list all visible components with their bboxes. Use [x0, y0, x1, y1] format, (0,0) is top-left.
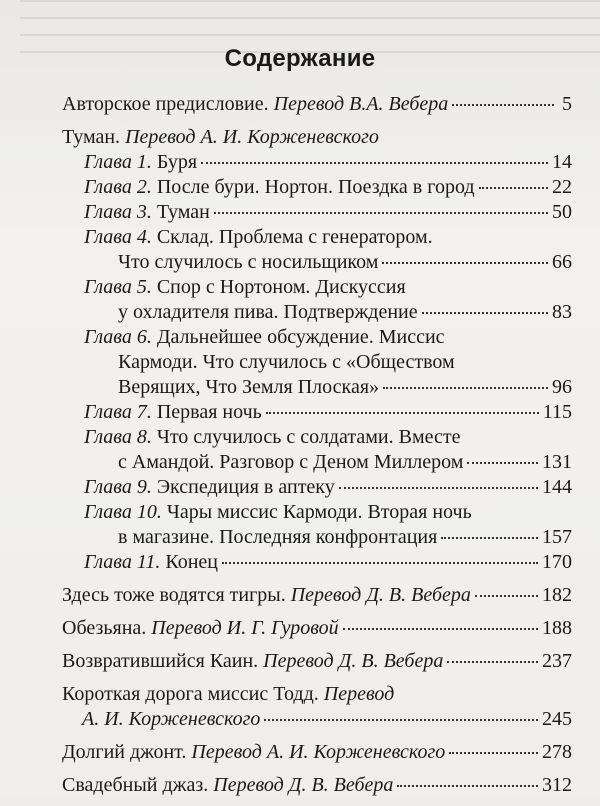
page-title: Содержание: [224, 45, 376, 72]
chapter-title: Верящих, Что Земля Плоская»: [118, 376, 380, 398]
entry-title: Короткая дорога миссис Тодд.: [62, 683, 319, 705]
toc-chapter-2[interactable]: [62, 175, 572, 200]
chapter-title: Что случилось с солдатами. Вместе: [156, 426, 461, 448]
chapter-title: Дальнейшее обсуждение. Миссис: [156, 326, 445, 348]
page-number: 96: [552, 376, 572, 398]
leader-dots: [467, 461, 538, 464]
chapter-label: Глава 3.: [84, 201, 152, 223]
toc-entry-joint[interactable]: [62, 740, 572, 765]
page-number: 278: [542, 741, 572, 763]
chapter-title: Туман: [156, 201, 210, 223]
page-number: 131: [542, 451, 572, 473]
toc-entry-todd[interactable]: [62, 682, 572, 732]
chapter-label: Глава 1.: [84, 151, 152, 173]
chapter-label: Глава 11.: [84, 551, 161, 573]
table-of-contents: [62, 92, 572, 806]
leader-dots: [222, 561, 538, 564]
toc-chapter-9[interactable]: [62, 475, 572, 500]
entry-title: Свадебный джаз.: [62, 774, 209, 796]
page-number: 66: [552, 251, 572, 273]
chapter-label: Глава 7.: [84, 401, 152, 423]
entry-title: Возвратившийся Каин.: [62, 650, 259, 672]
entry-translator: Перевод А. И. Корженевского: [125, 126, 379, 148]
entry-translator-cont: А. И. Корженевского: [82, 708, 261, 730]
page-number: 50: [552, 201, 572, 223]
leader-dots: [383, 386, 548, 389]
page-number: 237: [542, 650, 572, 672]
toc-chapter-4[interactable]: [62, 225, 572, 275]
chapter-list: [62, 150, 572, 575]
toc-chapter-10[interactable]: [62, 500, 572, 550]
chapter-title: Спор с Нортоном. Дискуссия: [156, 276, 406, 298]
page-number: 245: [542, 708, 572, 730]
chapter-title: Буря: [156, 151, 198, 173]
chapter-title: Что случилось с носильщиком: [118, 251, 379, 273]
leader-dots: [447, 660, 538, 663]
chapter-title: Первая ночь: [156, 401, 262, 423]
page-number: 5: [562, 93, 572, 115]
toc-chapter-1[interactable]: [62, 150, 572, 175]
leader-dots: [343, 627, 538, 630]
toc-entry-fog: [62, 125, 572, 575]
toc-chapter-6[interactable]: [62, 325, 572, 400]
chapter-title: в магазине. Последняя конфронтация: [118, 526, 438, 548]
entry-title: Долгий джонт.: [62, 741, 187, 763]
page-number: 22: [552, 176, 572, 198]
chapter-label: Глава 9.: [84, 476, 152, 498]
chapter-label: Глава 8.: [84, 426, 152, 448]
page-number: 115: [542, 401, 572, 423]
toc-entry-jazz[interactable]: [62, 773, 572, 798]
chapter-title: Чары миссис Кармоди. Вторая ночь: [166, 501, 472, 523]
leader-dots: [422, 311, 548, 314]
leader-dots: [266, 411, 539, 414]
toc-chapter-7[interactable]: [62, 400, 572, 425]
chapter-label: Глава 5.: [84, 276, 152, 298]
entry-translator: Перевод И. Г. Гуровой: [151, 617, 339, 639]
entry-title: Авторское предисловие.: [62, 93, 269, 115]
leader-dots: [264, 718, 538, 721]
chapter-title: Склад. Проблема с генератором.: [156, 226, 433, 248]
leader-dots: [475, 594, 538, 597]
toc-entry-tigers[interactable]: [62, 583, 572, 608]
toc-entry-monkey[interactable]: [62, 616, 572, 641]
leader-dots: [201, 161, 548, 164]
chapter-label: Глава 4.: [84, 226, 152, 248]
leader-dots: [339, 486, 538, 489]
entry-title: Туман.: [62, 126, 121, 148]
chapter-title: После бури. Нортон. Поездка в город: [156, 176, 475, 198]
chapter-title: Кармоди. Что случилось с «Обществом: [118, 351, 455, 373]
entry-title: Здесь тоже водятся тигры.: [62, 584, 286, 606]
entry-title: Обезьяна.: [62, 617, 147, 639]
page-number: 188: [542, 617, 572, 639]
page-number: 170: [542, 551, 572, 573]
entry-translator: Перевод А. И. Корженевского: [191, 741, 446, 763]
entry-translator: Перевод Д. В. Вебера: [263, 650, 444, 672]
leader-dots: [397, 784, 538, 787]
leader-dots: [441, 536, 538, 539]
page-number: 14: [552, 151, 572, 173]
leader-dots: [449, 751, 538, 754]
entry-translator: Перевод В.А. Вебера: [273, 93, 449, 115]
leader-dots: [452, 103, 554, 106]
toc-entry-preface[interactable]: [62, 92, 572, 117]
toc-chapter-5[interactable]: [62, 275, 572, 325]
chapter-title: с Амандой. Разговор с Деном Миллером: [118, 451, 464, 473]
page-number: 157: [542, 526, 572, 548]
toc-chapter-3[interactable]: [62, 200, 572, 225]
chapter-label: Глава 6.: [84, 326, 152, 348]
leader-dots: [479, 186, 548, 189]
leader-dots: [214, 211, 548, 214]
chapter-title: у охладителя пива. Подтверждение: [118, 301, 418, 323]
entry-translator: Перевод Д. В. Вебера: [290, 584, 471, 606]
page-number: 144: [542, 476, 572, 498]
leader-dots: [382, 261, 548, 264]
toc-entry-cain[interactable]: [62, 649, 572, 674]
page-number: 182: [542, 584, 572, 606]
chapter-label: Глава 10.: [84, 501, 162, 523]
page-number: 312: [542, 774, 572, 796]
chapter-title: Экспедиция в аптеку: [156, 476, 335, 498]
page-number: 83: [552, 301, 572, 323]
toc-chapter-8[interactable]: [62, 425, 572, 475]
entry-translator: Перевод Д. В. Вебера: [213, 774, 394, 796]
toc-chapter-11[interactable]: [62, 550, 572, 575]
chapter-title: Конец: [165, 551, 218, 573]
chapter-label: Глава 2.: [84, 176, 152, 198]
entry-translator: Перевод: [323, 683, 395, 705]
